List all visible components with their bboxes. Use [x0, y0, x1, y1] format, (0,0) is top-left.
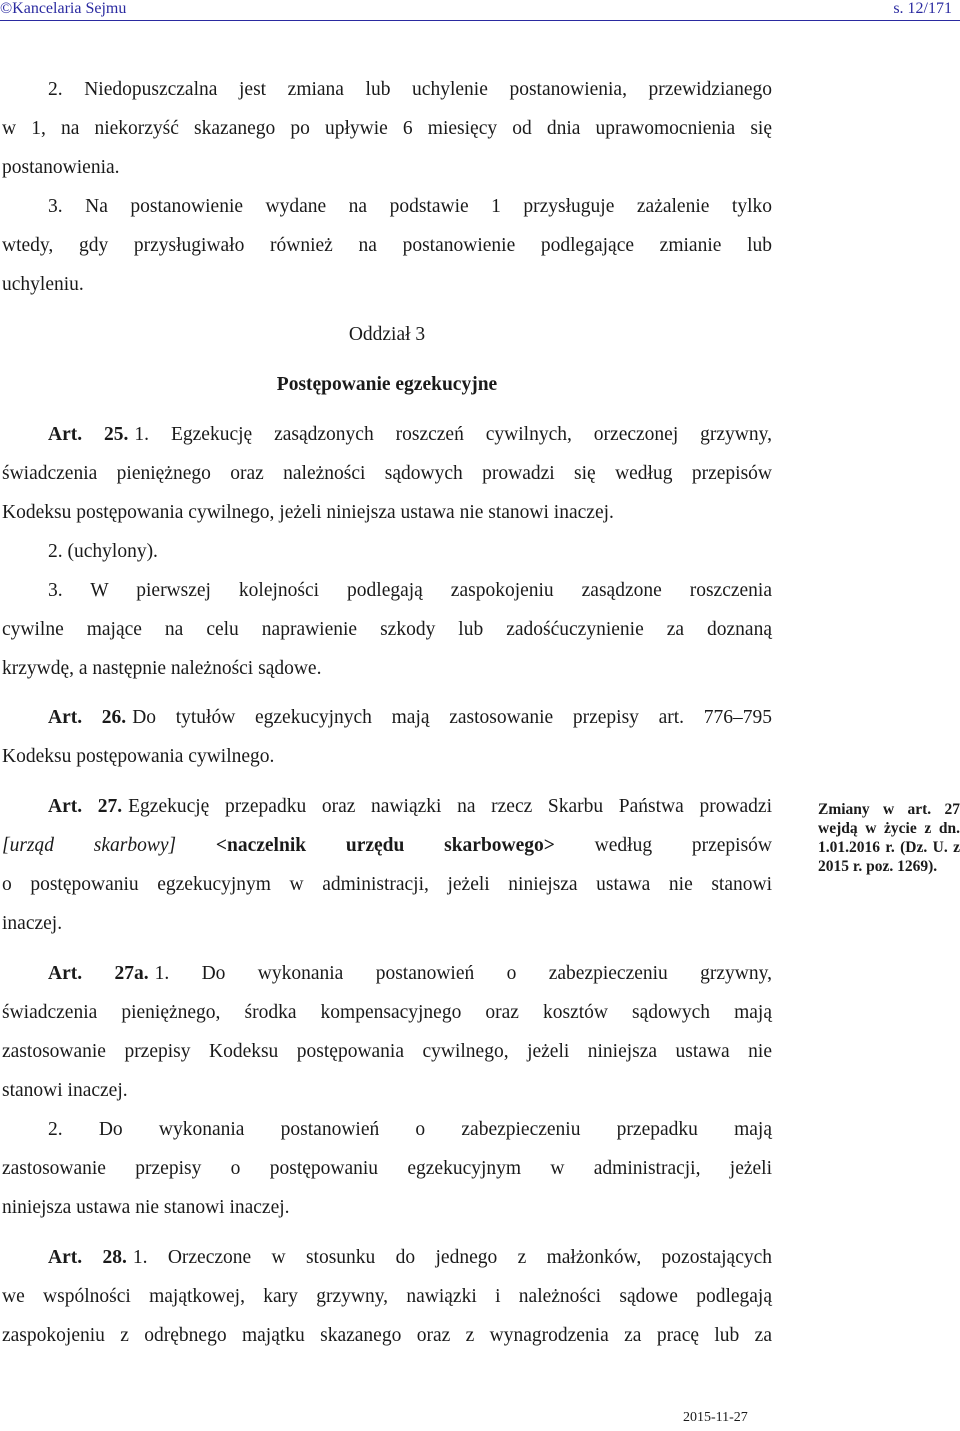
art28-line1	[2, 1246, 772, 1270]
article-label: Art. 27a.	[48, 963, 149, 984]
paragraph-line: 2. Niedopuszczalna jest zmiana lub uchylenie postanowienia, przewidzianego	[48, 79, 772, 100]
paragraph-line: w 1, na niekorzyść skazanego po upływie 6 miesięcy od dnia uprawomocnienia się	[2, 118, 772, 139]
paragraph-line: postanowienia.	[2, 157, 120, 178]
header-page-number: s. 12/171	[893, 0, 952, 17]
section-title: Postępowanie egzekucyjne	[276, 374, 498, 395]
paragraph-line: Kodeksu postępowania cywilnego.	[2, 746, 275, 767]
art27a-line1	[2, 962, 772, 986]
paragraph-line: 3. Na postanowienie wydane na podstawie 1 przysługuje zażalenie tylko	[48, 196, 772, 217]
art27-line1	[2, 795, 772, 819]
paragraph-line: 2. Do wykonania postanowień o zabezpieczeniu przepadku mają	[48, 1119, 772, 1140]
art27-line2	[2, 834, 772, 858]
art27-text: Egzekucję przepadku oraz nawiązki na rzecz Skarbu Państwa prowadzi	[128, 796, 773, 817]
amended-text: <naczelnik urzędu skarbowego>	[215, 835, 555, 856]
paragraph-line: we wspólności majątkowej, kary grzywny, nawiązki i należności sądowe podlegają	[2, 1286, 772, 1307]
art27-text: według przepisów	[594, 835, 772, 856]
paragraph-line: uchyleniu.	[2, 274, 84, 295]
art25-line1	[2, 423, 772, 447]
paragraph-line: wtedy, gdy przysługiwało również na postanowienie podlegające zmianie lub	[2, 235, 772, 256]
art27a-text: 1. Do wykonania postanowień o zabezpieczeniu grzywny,	[154, 963, 772, 984]
article-label: Art. 28.	[48, 1247, 127, 1268]
paragraph-line: zaspokojeniu z odrębnego majątku skazanego oraz z wynagrodzenia za pracę lub za	[2, 1325, 772, 1346]
header-copyright: ©Kancelaria Sejmu	[0, 0, 127, 17]
article-label: Art. 27.	[48, 796, 123, 817]
art26-text: Do tytułów egzekucyjnych mają zastosowanie przepisy art. 776–795	[132, 707, 772, 728]
header-divider	[0, 20, 960, 21]
art28-text: 1. Orzeczone w stosunku do jednego z małżonków, pozostających	[132, 1247, 772, 1268]
paragraph-line: o postępowaniu egzekucyjnym w administracji, jeżeli niniejsza ustawa nie stanowi	[2, 874, 772, 895]
paragraph-line: 3. W pierwszej kolejności podlegają zaspokojeniu zasądzone roszczenia	[48, 580, 772, 601]
paragraph-line: świadczenia pieniężnego, środka kompensacyjnego oraz kosztów sądowych mają	[2, 1002, 772, 1023]
paragraph-line: świadczenia pieniężnego oraz należności sądowych prowadzi się według przepisów	[2, 463, 772, 484]
section-heading: Oddział 3	[348, 324, 426, 345]
repealed-text: [urząd skarbowy]	[2, 835, 177, 856]
paragraph-line: krzywdę, a następnie należności sądowe.	[2, 658, 322, 679]
art26-line1	[2, 706, 772, 730]
article-label: Art. 25.	[48, 424, 129, 445]
footer-date: 2015-11-27	[683, 1410, 748, 1425]
article-label: Art. 26.	[48, 707, 127, 728]
margin-note: Zmiany w art. 27 wejdą w życie z dn. 1.01.2016 r. (Dz. U. z 2015 r. poz. 1269).	[818, 801, 960, 875]
paragraph-line: stanowi inaczej.	[2, 1080, 128, 1101]
paragraph-line: Kodeksu postępowania cywilnego, jeżeli niniejsza ustawa nie stanowi inaczej.	[2, 502, 614, 523]
art25-text: 1. Egzekucję zasądzonych roszczeń cywilnych, orzeczonej grzywny,	[134, 424, 772, 445]
paragraph-line: zastosowanie przepisy Kodeksu postępowania cywilnego, jeżeli niniejsza ustawa nie	[2, 1041, 772, 1062]
paragraph-line: inaczej.	[2, 913, 63, 934]
paragraph-line: niniejsza ustawa nie stanowi inaczej.	[2, 1197, 290, 1218]
paragraph-line: zastosowanie przepisy o postępowaniu egzekucyjnym w administracji, jeżeli	[2, 1158, 772, 1179]
paragraph-line: 2. (uchylony).	[48, 541, 158, 562]
paragraph-line: cywilne mające na celu naprawienie szkody lub zadośćuczynienie za doznaną	[2, 619, 772, 640]
